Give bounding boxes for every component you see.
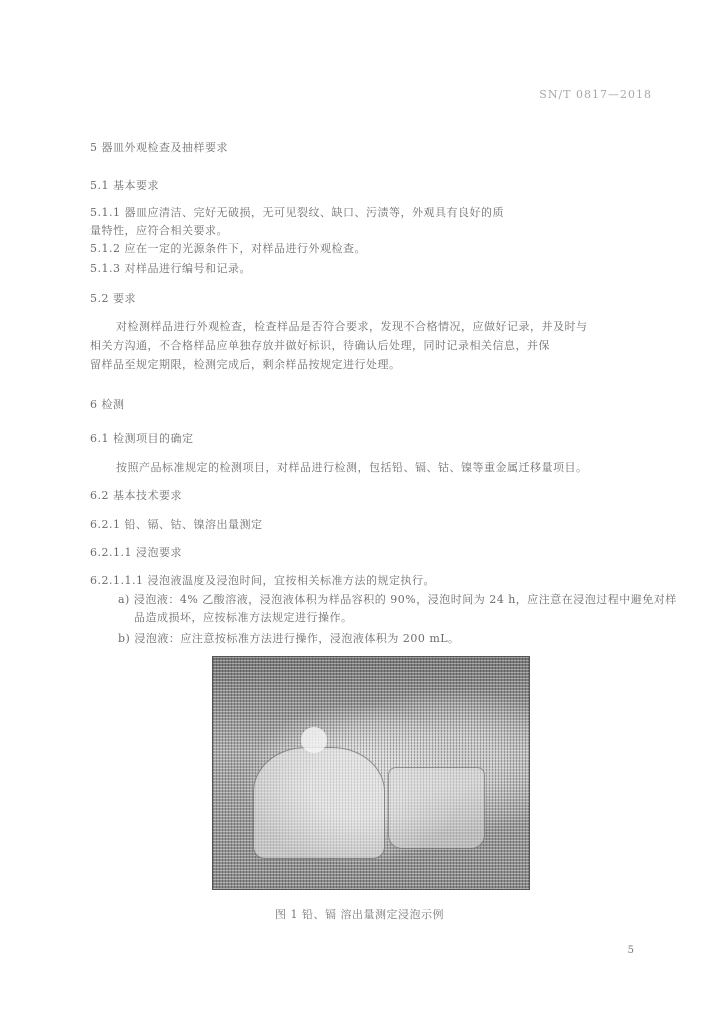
section-6-title: 6 检测: [90, 398, 125, 411]
section-5-1-title: 5.1 基本要求: [90, 179, 159, 192]
figure-cup-shape: [388, 767, 485, 849]
document-code: SN/T 0817—2018: [539, 88, 652, 101]
paragraph-5-2-line1: 对检测样品进行外观检查，检查样品是否符合要求，发现不合格情况，应做好记录，并及时与: [116, 320, 588, 333]
clause-6-2-1-1: 6.2.1.1 浸泡要求: [90, 546, 182, 559]
paragraph-6-1: 按照产品标准规定的检测项目，对样品进行检测，包括铅、镉、钴、镍等重金属迁移量项目。: [116, 461, 588, 474]
clause-5-1-1-line1: 5.1.1 器皿应清洁、完好无破损，无可见裂纹、缺口、污渍等，外观具有良好的质: [90, 206, 504, 219]
section-5-2-title: 5.2 要求: [90, 292, 136, 305]
list-item-a-line2: 品造成损坏，应按标准方法规定进行操作。: [134, 611, 353, 624]
clause-6-2-1: 6.2.1 铅、镉、钴、镍溶出量测定: [90, 518, 263, 531]
clause-5-1-3: 5.1.3 对样品进行编号和记录。: [90, 262, 251, 275]
page-number: 5: [627, 945, 634, 956]
section-6-1-title: 6.1 检测项目的确定: [90, 432, 194, 445]
clause-6-2-1-1-1: 6.2.1.1.1 浸泡液温度及浸泡时间，宜按相关标准方法的规定执行。: [90, 574, 435, 587]
list-item-a-line1: a) 浸泡液：4% 乙酸溶液，浸泡液体积为样品容积的 90%，浸泡时间为 24 h，应注意在浸泡过程中避免对样: [118, 593, 677, 606]
figure-lid-shape: [301, 727, 327, 753]
figure-photo: [212, 656, 530, 890]
clause-5-1-2: 5.1.2 应在一定的光源条件下，对样品进行外观检查。: [90, 242, 366, 255]
section-6-2-title: 6.2 基本技术要求: [90, 489, 182, 502]
clause-5-1-1-line2: 量特性，应符合相关要求。: [90, 224, 228, 237]
list-item-b: b) 浸泡液：应注意按标准方法进行操作，浸泡液体积为 200 mL。: [118, 632, 460, 645]
figure-caption: 图 1 铅、镉 溶出量测定浸泡示例: [275, 908, 444, 921]
paragraph-5-2-line2: 相关方沟通，不合格样品应单独存放并做好标识，待确认后处理，同时记录相关信息，并保: [90, 339, 550, 352]
figure-bowl-shape: [253, 747, 385, 859]
paragraph-5-2-line3: 留样品至规定期限，检测完成后，剩余样品按规定进行处理。: [90, 358, 401, 371]
section-5-title: 5 器皿外观检查及抽样要求: [90, 141, 228, 154]
